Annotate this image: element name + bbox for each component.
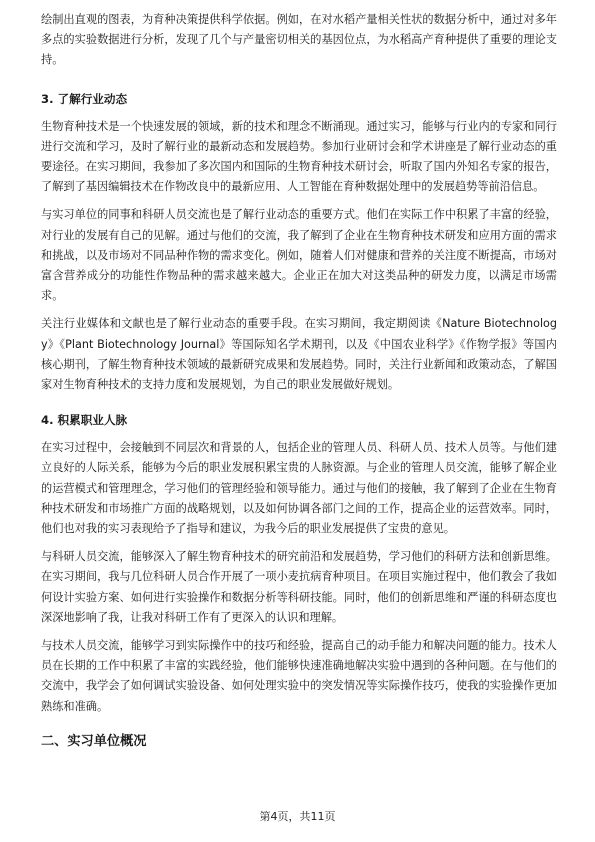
page-content [41,10,557,751]
paragraph: 关注行业媒体和文献也是了解行业动态的重要手段。在实习期间，我定期阅读《Nature Biotechnology》《Plant Biotechnology Journal》等国际知名学术期刊，以及《中国农业科学》《作物学报》等国内核心期刊，了解生物育种技术领域的最新研究成果和发展趋势。同时，关注行业新闻和政策动态，了解国家对生物育种技术的支持力度和发展规划，为自己的职业发展做好规划。 [41,317,557,392]
paragraph: 生物育种技术是一个快速发展的领域，新的技术和理念不断涌现。通过实习，能够与行业内的专家和同行进行交流和学习，及时了解行业的最新动态和发展趋势。参加行业研讨会和学术讲座是了解行业动态的重要途径。在实习期间，我参加了多次国内和国际的生物育种技术研讨会，听取了国内外知名专家的报告，了解到了基因编辑技术在作物改良中的最新应用、人工智能在育种数据处理中的发展趋势等前沿信息。 [41,119,557,194]
section-heading: 3. 了解行业动态 [41,91,128,106]
section-heading: 4. 积累职业人脉 [41,413,128,428]
paragraph: 与技术人员交流，能够学习到实际操作中的技巧和经验，提高自己的动手能力和解决问题的能力。技术人员在长期的工作中积累了丰富的实践经验，他们能够快速准确地解决实验中遇到的各种问题。在与他们的交流中，我学会了如何调试实验设备、如何处理实验中的突发情况等实际操作技巧，使我的实验操作更加熟练和准确。 [41,639,557,713]
paragraph: 与科研人员交流，能够深入了解生物育种技术的研究前沿和发展趋势，学习他们的科研方法和创新思维。在实习期间，我与几位科研人员合作开展了一项小麦抗病育种项目。在项目实施过程中，他们教会了我如何设计实验方案、如何进行实验操作和数据分析等科研技能。同时，他们的创新思维和严谨的科研态度也深深地影响了我，让我对科研工作有了更深入的认识和理解。 [41,550,557,624]
paragraph: 绘制出直观的图表，为育种决策提供科学依据。例如，在对水稻产量相关性状的数据分析中，通过对多年多点的实验数据进行分析，发现了几个与产量密切相关的基因位点，为水稻高产育种提供了重要的理论支持。 [41,13,557,67]
paragraph: 与实习单位的同事和科研人员交流也是了解行业动态的重要方式。他们在实际工作中积累了丰富的经验，对行业的发展有自己的见解。通过与他们的交流，我了解到了企业在生物育种技术研发和应用方面的需求和挑战，以及市场对不同品种作物的需求变化。例如，随着人们对健康和营养的关注度不断提高，市场对富含营养成分的功能性作物品种的需求越来越大。企业正在加大对这类品种的研发力度，以满足市场需求。 [41,208,557,303]
chapter-heading: 二、实习单位概况 [41,733,147,749]
page-number-footer: 第4页，共11页 [259,810,336,823]
paragraph: 在实习过程中，会接触到不同层次和背景的人，包括企业的管理人员、科研人员、技术人员等。与他们建立良好的人际关系，能够为今后的职业发展积累宝贵的人脉资源。与企业的管理人员交流，能够了解企业的运营模式和管理理念，学习他们的管理经验和领导能力。通过与他们的接触，我了解到了企业在生物育种技术研发和市场推广方面的战略规划，以及如何协调各部门之间的工作，提高企业的运营效率。同时，他们也对我的实习表现给予了指导和建议，为我今后的职业发展提供了宝贵的意见。 [41,441,557,536]
